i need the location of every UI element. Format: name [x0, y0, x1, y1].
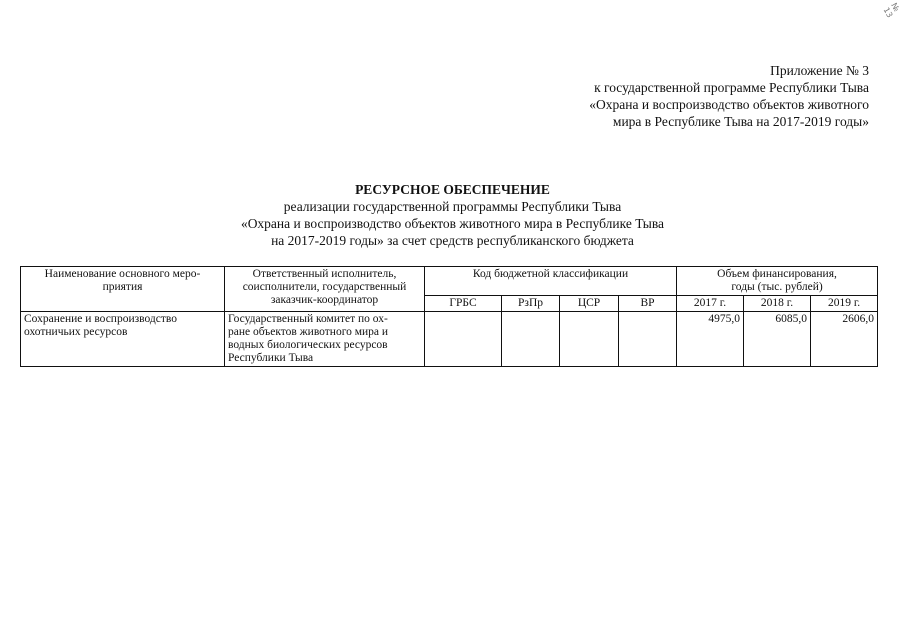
- appendix-note: [549, 62, 869, 130]
- heading-line: «Охрана и воспроизводство объектов животного мира в Республике Тыва: [240, 216, 665, 231]
- heading-line: реализации государственной программы Республики Тыва: [283, 199, 622, 214]
- appendix-line: «Охрана и воспроизводство объектов животного: [589, 97, 869, 112]
- page-mark: № 13: [881, 1, 902, 20]
- cell-vr: [619, 312, 677, 367]
- cell-activity: [21, 312, 225, 367]
- cell-executor-text: Государственный комитет по ох- ране объектов животного мира и водных биологических ресурсов Республики Тыва: [228, 313, 389, 364]
- header-rzpr: РзПр: [502, 296, 560, 312]
- header-csr: ЦСР: [560, 296, 619, 312]
- header-activity: [21, 267, 225, 312]
- header-year-2019: 2019 г.: [811, 296, 878, 312]
- document-title: РЕСУРСНОЕ ОБЕСПЕЧЕНИЕ: [355, 182, 550, 197]
- resource-table: [20, 266, 878, 367]
- cell-rzpr: [502, 312, 560, 367]
- cell-amount-2018: 6085,0: [744, 312, 811, 367]
- appendix-line: к государственной программе Республики Тыва: [594, 80, 869, 95]
- appendix-line: мира в Республике Тыва на 2017-2019 годы»: [612, 114, 869, 129]
- header-funding-text: Объем финансирования, годы (тыс. рублей): [717, 268, 837, 293]
- table-row: [21, 312, 878, 367]
- cell-amount-2019: 2606,0: [811, 312, 878, 367]
- cell-activity-text: Сохранение и воспроизводство охотничьих ресурсов: [24, 313, 178, 338]
- header-activity-text: Наименование основного меро- приятия: [44, 268, 201, 293]
- header-budget-code: Код бюджетной классификации: [425, 267, 677, 296]
- header-vr: ВР: [619, 296, 677, 312]
- appendix-line: Приложение № 3: [770, 63, 869, 78]
- header-year-2018: 2018 г.: [744, 296, 811, 312]
- header-funding: [677, 267, 878, 296]
- header-year-2017: 2017 г.: [677, 296, 744, 312]
- cell-amount-2017: 4975,0: [677, 312, 744, 367]
- header-executor: [225, 267, 425, 312]
- header-grbs: ГРБС: [425, 296, 502, 312]
- document-heading: [0, 181, 905, 249]
- heading-line: на 2017-2019 годы» за счет средств республиканского бюджета: [271, 233, 634, 248]
- header-executor-text: Ответственный исполнитель, соисполнители, государственный заказчик-координатор: [242, 268, 407, 306]
- cell-executor: [225, 312, 425, 367]
- cell-csr: [560, 312, 619, 367]
- cell-grbs: [425, 312, 502, 367]
- table-header-row: [21, 267, 878, 296]
